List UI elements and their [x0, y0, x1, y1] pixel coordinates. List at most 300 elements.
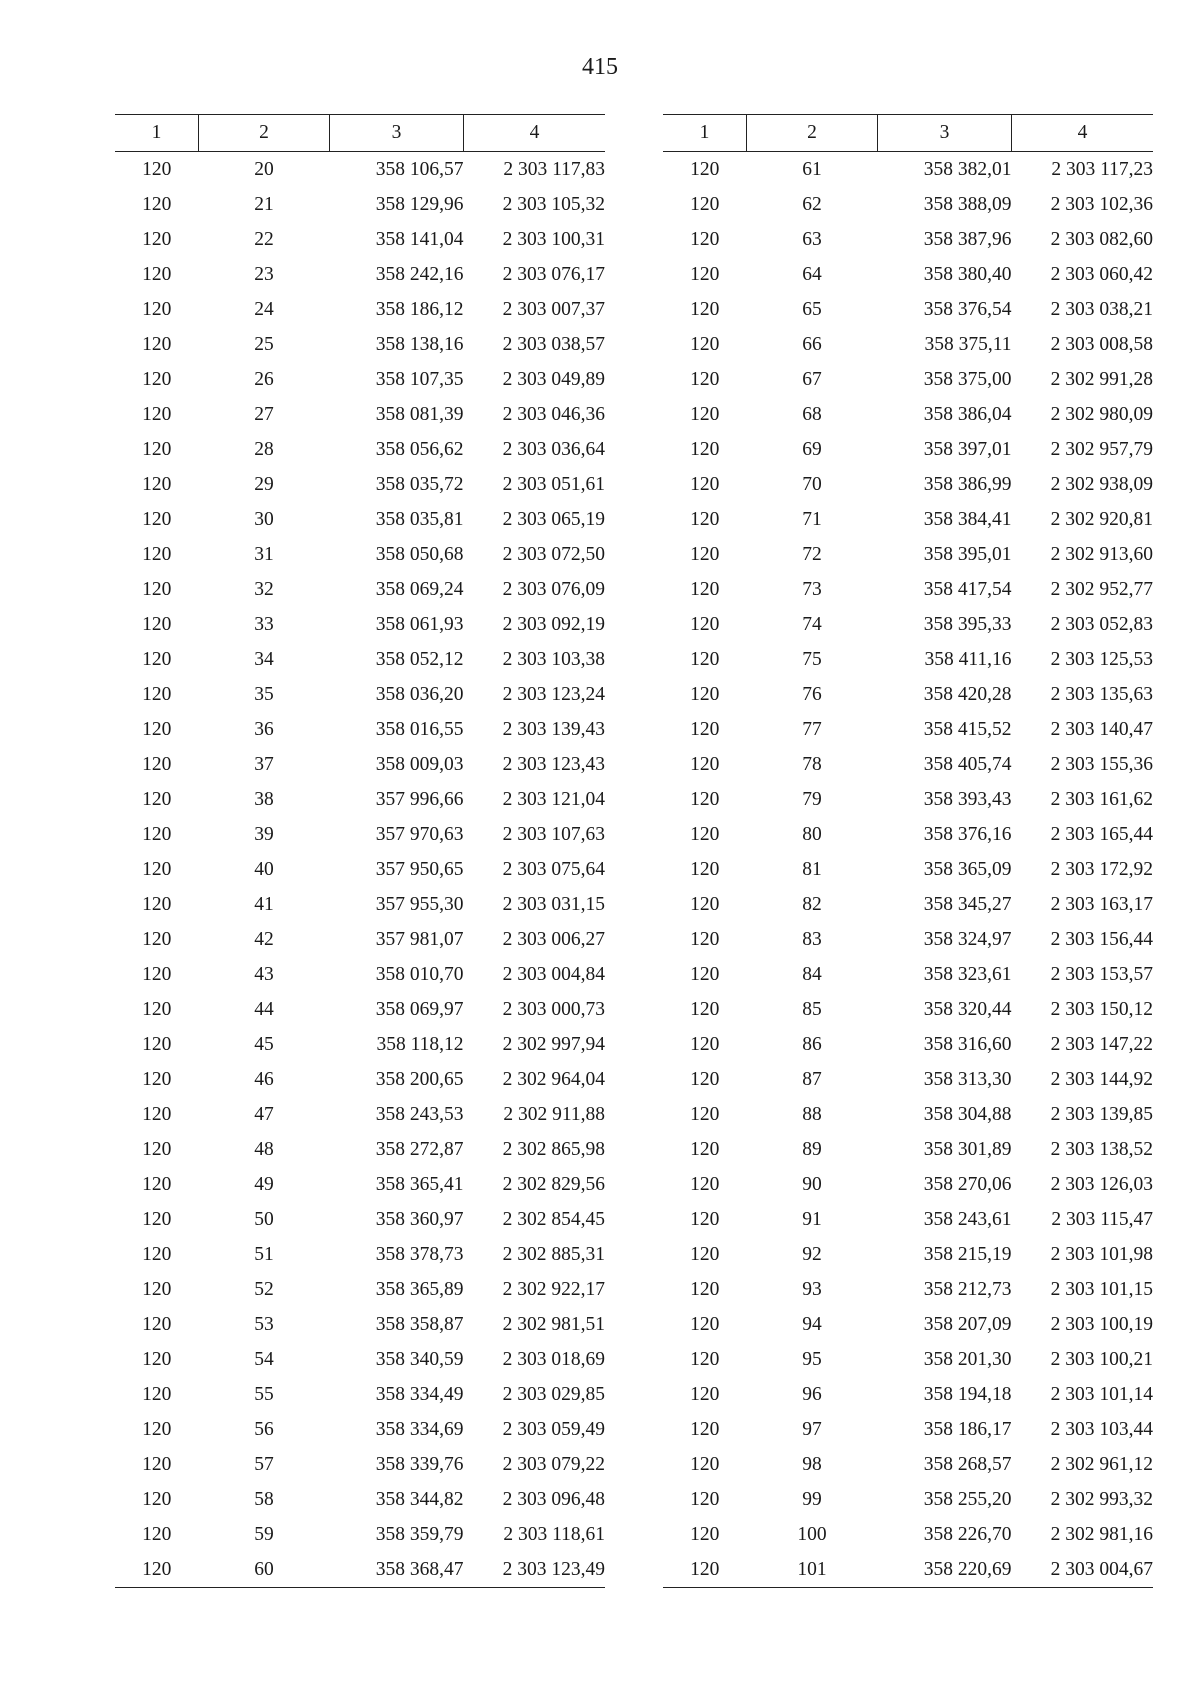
cell-section: 120: [142, 648, 172, 670]
table-row: [663, 1272, 1153, 1307]
cell-x-coordinate: 358 036,20: [375, 683, 464, 705]
cell-section: 120: [690, 1383, 720, 1405]
cell-section: 120: [690, 298, 720, 320]
cell-y-coordinate: 2 303 123,49: [464, 1552, 606, 1588]
cell-section: 120: [690, 1208, 720, 1230]
cell-section: 120: [142, 403, 172, 425]
cell-section: 120: [142, 228, 172, 250]
table-row: [663, 607, 1153, 642]
cell-x-coordinate: 357 981,07: [375, 928, 464, 950]
cell-section: 120: [142, 753, 172, 775]
cell-point-number: 24: [254, 298, 274, 320]
cell-y-coordinate: 2 303 065,19: [502, 508, 605, 530]
cell-x-coordinate: 358 052,12: [375, 648, 464, 670]
cell-point-number: 58: [254, 1488, 274, 1510]
cell-point-number: 75: [802, 648, 822, 670]
table-row: [115, 537, 605, 572]
table-row: [115, 922, 605, 957]
table-row: [115, 432, 605, 467]
cell-section: 120: [690, 473, 720, 495]
cell-point-number: 39: [254, 823, 274, 845]
cell-section: 120: [142, 998, 172, 1020]
table-row: [115, 1062, 605, 1097]
cell-point-number: 73: [802, 578, 822, 600]
cell-section: 120: [690, 753, 720, 775]
cell-section: 120: [690, 1418, 720, 1440]
cell-point-number: 21: [254, 193, 274, 215]
cell-point-number: 32: [254, 578, 274, 600]
table-row: [115, 572, 605, 607]
cell-y-coordinate: 2 303 000,73: [502, 998, 605, 1020]
cell-y-coordinate: 2 302 981,16: [1050, 1523, 1153, 1545]
cell-section: 120: [142, 613, 172, 635]
cell-point-number: 79: [802, 788, 822, 810]
cell-point-number: 28: [254, 438, 274, 460]
coordinates-table-right: [663, 114, 1153, 1588]
cell-point-number: 92: [802, 1243, 822, 1265]
cell-section: 120: [690, 788, 720, 810]
cell-section: 120: [690, 928, 720, 950]
table-row: [115, 887, 605, 922]
table-row: [115, 467, 605, 502]
cell-y-coordinate: 2 303 060,42: [1050, 263, 1153, 285]
cell-point-number: 89: [802, 1138, 822, 1160]
cell-y-coordinate: 2 303 101,98: [1050, 1243, 1153, 1265]
table-row: [663, 362, 1153, 397]
cell-x-coordinate: 358 405,74: [923, 753, 1012, 775]
table-row: [115, 292, 605, 327]
cell-y-coordinate: 2 302 920,81: [1050, 508, 1153, 530]
table-row: [663, 1552, 1153, 1588]
cell-y-coordinate: 2 303 135,63: [1050, 683, 1153, 705]
table-row: [663, 1447, 1153, 1482]
cell-y-coordinate: 2 303 103,38: [502, 648, 605, 670]
cell-section: 120: [142, 1243, 172, 1265]
table-row: [663, 1202, 1153, 1237]
cell-x-coordinate: 358 387,96: [923, 228, 1012, 250]
table-row: [115, 1342, 605, 1377]
cell-section: 120: [142, 1208, 172, 1230]
table-row: [115, 1552, 605, 1588]
cell-section: 120: [142, 823, 172, 845]
cell-y-coordinate: 2 303 031,15: [502, 893, 605, 915]
cell-section: 120: [142, 368, 172, 390]
cell-y-coordinate: 2 302 865,98: [502, 1138, 605, 1160]
cell-point-number: 48: [254, 1138, 274, 1160]
cell-section: 120: [142, 473, 172, 495]
table-row: [115, 782, 605, 817]
table-row: [663, 572, 1153, 607]
table-row: [115, 1202, 605, 1237]
cell-x-coordinate: 357 996,66: [375, 788, 464, 810]
table-row: [663, 642, 1153, 677]
cell-x-coordinate: 358 339,76: [375, 1453, 464, 1475]
cell-x-coordinate: 358 243,61: [923, 1208, 1012, 1230]
table-row: [663, 1342, 1153, 1377]
table-row: [663, 1097, 1153, 1132]
cell-point-number: 60: [199, 1552, 330, 1588]
cell-y-coordinate: 2 303 101,15: [1050, 1278, 1153, 1300]
cell-section: 120: [690, 228, 720, 250]
table-row: [663, 1062, 1153, 1097]
cell-x-coordinate: 358 376,16: [923, 823, 1012, 845]
cell-point-number: 56: [254, 1418, 274, 1440]
cell-x-coordinate: 358 365,89: [375, 1278, 464, 1300]
table-row: [663, 817, 1153, 852]
table-header-row: [663, 115, 1153, 152]
cell-point-number: 82: [802, 893, 822, 915]
cell-x-coordinate: 358 365,41: [375, 1173, 464, 1195]
cell-section: 120: [115, 1552, 199, 1588]
table-row: [115, 992, 605, 1027]
table-row: [663, 1167, 1153, 1202]
cell-point-number: 95: [802, 1348, 822, 1370]
table-body-right: [663, 152, 1153, 1588]
cell-y-coordinate: 2 302 911,88: [503, 1103, 605, 1125]
cell-x-coordinate: 358 340,59: [375, 1348, 464, 1370]
cell-section: 120: [690, 1453, 720, 1475]
cell-y-coordinate: 2 303 006,27: [502, 928, 605, 950]
table-row: [115, 852, 605, 887]
cell-y-coordinate: 2 303 004,67: [1012, 1552, 1154, 1588]
table-row: [663, 222, 1153, 257]
table-row: [115, 1412, 605, 1447]
cell-y-coordinate: 2 303 052,83: [1050, 613, 1153, 635]
cell-point-number: 46: [254, 1068, 274, 1090]
table-row: [115, 1447, 605, 1482]
cell-x-coordinate: 358 129,96: [375, 193, 464, 215]
cell-x-coordinate: 358 358,87: [375, 1313, 464, 1335]
cell-x-coordinate: 358 141,04: [375, 228, 464, 250]
cell-y-coordinate: 2 302 938,09: [1050, 473, 1153, 495]
cell-x-coordinate: 358 345,27: [923, 893, 1012, 915]
cell-point-number: 25: [254, 333, 274, 355]
cell-section: 120: [142, 1033, 172, 1055]
cell-section: 120: [142, 963, 172, 985]
cell-x-coordinate: 358 395,33: [923, 613, 1012, 635]
cell-section: 120: [142, 1278, 172, 1300]
cell-point-number: 68: [802, 403, 822, 425]
cell-section: 120: [142, 578, 172, 600]
cell-x-coordinate: 358 334,49: [375, 1383, 464, 1405]
cell-y-coordinate: 2 303 101,14: [1050, 1383, 1153, 1405]
cell-section: 120: [690, 578, 720, 600]
cell-section: 120: [142, 1173, 172, 1195]
cell-x-coordinate: 358 301,89: [923, 1138, 1012, 1160]
table-row: [115, 327, 605, 362]
cell-y-coordinate: 2 302 913,60: [1050, 543, 1153, 565]
table-row: [115, 1097, 605, 1132]
cell-x-coordinate: 358 334,69: [375, 1418, 464, 1440]
cell-x-coordinate: 358 395,01: [923, 543, 1012, 565]
cell-point-number: 94: [802, 1313, 822, 1335]
cell-point-number: 45: [254, 1033, 274, 1055]
cell-x-coordinate: 358 360,97: [375, 1208, 464, 1230]
cell-section: 120: [142, 1313, 172, 1335]
cell-point-number: 74: [802, 613, 822, 635]
cell-y-coordinate: 2 302 997,94: [502, 1033, 605, 1055]
cell-point-number: 41: [254, 893, 274, 915]
cell-x-coordinate: 358 215,19: [923, 1243, 1012, 1265]
table-row: [115, 1237, 605, 1272]
cell-x-coordinate: 357 970,63: [375, 823, 464, 845]
cell-y-coordinate: 2 303 123,43: [502, 753, 605, 775]
table-row: [663, 992, 1153, 1027]
cell-point-number: 36: [254, 718, 274, 740]
table-row: [663, 747, 1153, 782]
cell-point-number: 47: [254, 1103, 274, 1125]
table-row: [115, 187, 605, 222]
cell-x-coordinate: 358 365,09: [923, 858, 1012, 880]
table-row: [115, 712, 605, 747]
table-row: [663, 1027, 1153, 1062]
cell-y-coordinate: 2 303 072,50: [502, 543, 605, 565]
cell-y-coordinate: 2 303 118,61: [503, 1523, 605, 1545]
cell-section: 120: [142, 333, 172, 355]
table-row: [115, 1517, 605, 1552]
cell-point-number: 26: [254, 368, 274, 390]
table-row: [663, 782, 1153, 817]
cell-x-coordinate: 358 035,81: [375, 508, 464, 530]
cell-point-number: 80: [802, 823, 822, 845]
cell-x-coordinate: 358 382,01: [923, 158, 1012, 180]
cell-point-number: 77: [802, 718, 822, 740]
cell-section: 120: [690, 193, 720, 215]
cell-section: 120: [690, 718, 720, 740]
cell-point-number: 76: [802, 683, 822, 705]
cell-y-coordinate: 2 303 102,36: [1050, 193, 1153, 215]
cell-section: 120: [690, 998, 720, 1020]
cell-y-coordinate: 2 303 008,58: [1050, 333, 1153, 355]
cell-point-number: 63: [802, 228, 822, 250]
page-number: 415: [582, 54, 618, 80]
cell-x-coordinate: 358 386,04: [923, 403, 1012, 425]
cell-x-coordinate: 358 220,69: [878, 1552, 1012, 1588]
cell-y-coordinate: 2 303 082,60: [1050, 228, 1153, 250]
table-row: [663, 467, 1153, 502]
table-row: [663, 957, 1153, 992]
cell-x-coordinate: 358 138,16: [375, 333, 464, 355]
cell-y-coordinate: 2 302 885,31: [502, 1243, 605, 1265]
column-header-4: 4: [464, 115, 606, 152]
cell-y-coordinate: 2 303 038,21: [1050, 298, 1153, 320]
cell-y-coordinate: 2 303 100,19: [1050, 1313, 1153, 1335]
cell-point-number: 101: [747, 1552, 878, 1588]
table-row: [115, 257, 605, 292]
cell-x-coordinate: 358 069,97: [375, 998, 464, 1020]
cell-point-number: 66: [802, 333, 822, 355]
table-header-row: [115, 115, 605, 152]
table-row: [115, 1027, 605, 1062]
cell-x-coordinate: 358 393,43: [923, 788, 1012, 810]
cell-x-coordinate: 358 313,30: [923, 1068, 1012, 1090]
table-row: [663, 1132, 1153, 1167]
cell-point-number: 29: [254, 473, 274, 495]
cell-point-number: 72: [802, 543, 822, 565]
cell-section: 120: [142, 1348, 172, 1370]
cell-y-coordinate: 2 303 007,37: [502, 298, 605, 320]
cell-y-coordinate: 2 303 076,09: [502, 578, 605, 600]
cell-point-number: 65: [802, 298, 822, 320]
cell-point-number: 88: [802, 1103, 822, 1125]
table-row: [663, 852, 1153, 887]
cell-x-coordinate: 358 320,44: [923, 998, 1012, 1020]
cell-point-number: 27: [254, 403, 274, 425]
cell-point-number: 40: [254, 858, 274, 880]
table-row: [663, 1482, 1153, 1517]
cell-y-coordinate: 2 303 103,44: [1050, 1418, 1153, 1440]
cell-x-coordinate: 358 375,00: [923, 368, 1012, 390]
cell-y-coordinate: 2 303 172,92: [1050, 858, 1153, 880]
cell-x-coordinate: 358 081,39: [375, 403, 464, 425]
table-row: [115, 747, 605, 782]
cell-y-coordinate: 2 303 049,89: [502, 368, 605, 390]
table-row: [115, 957, 605, 992]
cell-y-coordinate: 2 303 121,04: [502, 788, 605, 810]
table-row: [115, 642, 605, 677]
table-row: [663, 922, 1153, 957]
table-row: [115, 222, 605, 257]
cell-x-coordinate: 358 386,99: [923, 473, 1012, 495]
cell-x-coordinate: 358 009,03: [375, 753, 464, 775]
table-row: [663, 887, 1153, 922]
cell-y-coordinate: 2 303 126,03: [1050, 1173, 1153, 1195]
cell-x-coordinate: 358 316,60: [923, 1033, 1012, 1055]
cell-point-number: 100: [797, 1523, 827, 1545]
cell-point-number: 30: [254, 508, 274, 530]
cell-point-number: 61: [802, 158, 822, 180]
table-row: [663, 152, 1153, 188]
cell-section: 120: [690, 858, 720, 880]
cell-point-number: 53: [254, 1313, 274, 1335]
cell-x-coordinate: 358 397,01: [923, 438, 1012, 460]
table-row: [663, 1307, 1153, 1342]
cell-section: 120: [690, 543, 720, 565]
table-row: [663, 1377, 1153, 1412]
cell-point-number: 67: [802, 368, 822, 390]
cell-section: 120: [690, 1243, 720, 1265]
cell-y-coordinate: 2 303 140,47: [1050, 718, 1153, 740]
cell-x-coordinate: 358 186,12: [375, 298, 464, 320]
cell-x-coordinate: 358 242,16: [375, 263, 464, 285]
cell-x-coordinate: 358 186,17: [923, 1418, 1012, 1440]
table-row: [115, 502, 605, 537]
cell-point-number: 70: [802, 473, 822, 495]
cell-y-coordinate: 2 302 854,45: [502, 1208, 605, 1230]
cell-x-coordinate: 358 359,79: [375, 1523, 464, 1545]
cell-point-number: 97: [802, 1418, 822, 1440]
cell-section: 120: [142, 1383, 172, 1405]
table-row: [115, 1482, 605, 1517]
cell-y-coordinate: 2 303 018,69: [502, 1348, 605, 1370]
column-header-3: 3: [878, 115, 1012, 152]
cell-x-coordinate: 358 194,18: [923, 1383, 1012, 1405]
cell-section: 120: [690, 1173, 720, 1195]
cell-y-coordinate: 2 303 107,63: [502, 823, 605, 845]
column-header-1: 1: [663, 115, 747, 152]
cell-y-coordinate: 2 303 115,47: [1051, 1208, 1153, 1230]
cell-y-coordinate: 2 303 153,57: [1050, 963, 1153, 985]
cell-y-coordinate: 2 303 036,64: [502, 438, 605, 460]
cell-section: 120: [142, 718, 172, 740]
cell-x-coordinate: 358 200,65: [375, 1068, 464, 1090]
cell-section: 120: [690, 823, 720, 845]
cell-point-number: 51: [254, 1243, 274, 1265]
cell-point-number: 20: [254, 158, 274, 180]
cell-y-coordinate: 2 302 981,51: [502, 1313, 605, 1335]
table-row: [115, 1307, 605, 1342]
cell-x-coordinate: 358 212,73: [923, 1278, 1012, 1300]
cell-y-coordinate: 2 303 138,52: [1050, 1138, 1153, 1160]
cell-y-coordinate: 2 303 139,85: [1050, 1103, 1153, 1125]
cell-x-coordinate: 358 207,09: [923, 1313, 1012, 1335]
cell-section: 120: [142, 1488, 172, 1510]
cell-section: 120: [142, 158, 172, 180]
cell-section: 120: [690, 613, 720, 635]
cell-point-number: 37: [254, 753, 274, 775]
cell-section: 120: [690, 403, 720, 425]
table-row: [663, 502, 1153, 537]
cell-section: 120: [142, 928, 172, 950]
table-row: [663, 1237, 1153, 1272]
cell-point-number: 50: [254, 1208, 274, 1230]
cell-x-coordinate: 358 415,52: [923, 718, 1012, 740]
cell-x-coordinate: 357 950,65: [375, 858, 464, 880]
cell-point-number: 23: [254, 263, 274, 285]
table-row: [663, 537, 1153, 572]
cell-section: 120: [690, 1313, 720, 1335]
cell-section: 120: [690, 1488, 720, 1510]
cell-x-coordinate: 358 010,70: [375, 963, 464, 985]
cell-x-coordinate: 358 380,40: [923, 263, 1012, 285]
cell-y-coordinate: 2 303 046,36: [502, 403, 605, 425]
cell-y-coordinate: 2 302 961,12: [1050, 1453, 1153, 1475]
cell-y-coordinate: 2 303 100,31: [502, 228, 605, 250]
cell-point-number: 43: [254, 963, 274, 985]
cell-point-number: 93: [802, 1278, 822, 1300]
cell-section: 120: [142, 858, 172, 880]
cell-y-coordinate: 2 303 150,12: [1050, 998, 1153, 1020]
table-row: [115, 607, 605, 642]
cell-section: 120: [690, 1103, 720, 1125]
cell-section: 120: [142, 1103, 172, 1125]
table-row: [663, 187, 1153, 222]
table-row: [115, 397, 605, 432]
cell-y-coordinate: 2 303 076,17: [502, 263, 605, 285]
cell-x-coordinate: 358 272,87: [375, 1138, 464, 1160]
cell-point-number: 69: [802, 438, 822, 460]
cell-x-coordinate: 358 268,57: [923, 1453, 1012, 1475]
cell-x-coordinate: 358 035,72: [375, 473, 464, 495]
cell-point-number: 78: [802, 753, 822, 775]
cell-y-coordinate: 2 302 952,77: [1050, 578, 1153, 600]
cell-y-coordinate: 2 302 991,28: [1050, 368, 1153, 390]
cell-section: 120: [142, 788, 172, 810]
cell-section: 120: [142, 1523, 172, 1545]
cell-point-number: 81: [802, 858, 822, 880]
cell-y-coordinate: 2 302 980,09: [1050, 403, 1153, 425]
cell-x-coordinate: 358 376,54: [923, 298, 1012, 320]
cell-section: 120: [142, 263, 172, 285]
table-row: [115, 817, 605, 852]
cell-point-number: 90: [802, 1173, 822, 1195]
cell-x-coordinate: 358 106,57: [375, 158, 464, 180]
cell-x-coordinate: 357 955,30: [375, 893, 464, 915]
cell-y-coordinate: 2 303 117,23: [1051, 158, 1153, 180]
cell-section: 120: [690, 893, 720, 915]
column-header-2: 2: [747, 115, 878, 152]
cell-y-coordinate: 2 302 964,04: [502, 1068, 605, 1090]
